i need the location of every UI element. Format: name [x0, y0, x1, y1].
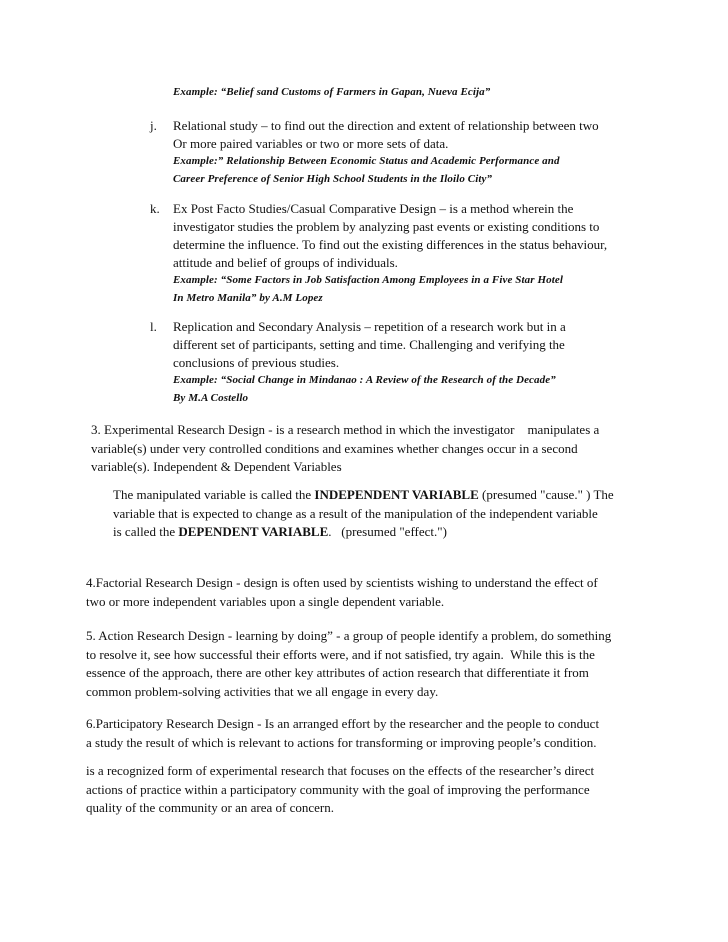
- text-run: is called the: [113, 524, 179, 539]
- list-marker: l.: [150, 319, 157, 334]
- paragraph-line: 4.Factorial Research Design - design is often used by scientists wishing to understand the effect of: [86, 575, 598, 590]
- factorial-design-paragraph: [86, 574, 666, 611]
- paragraph-line: actions of practice within a participatory community with the goal of improving the performance: [86, 781, 590, 797]
- independent-variable-term: INDEPENDENT VARIABLE: [314, 487, 479, 502]
- variables-paragraph: [113, 486, 693, 542]
- top-example: Example: “Belief sand Customs of Farmers in Gapan, Nueva Ecija”: [173, 86, 491, 98]
- paragraph-line: [113, 486, 693, 505]
- item-text-line: Ex Post Facto Studies/Casual Comparative Design – is a method wherein the: [173, 201, 574, 216]
- item-text-line: Replication and Secondary Analysis – repetition of a research work but in a: [173, 319, 566, 334]
- item-example-line: Career Preference of Senior High School Students in the Iloilo City”: [173, 172, 493, 185]
- paragraph-line: 6.Participatory Research Design - Is an arranged effort by the researcher and the people to conduct: [86, 716, 600, 731]
- paragraph-line: a study the result of which is relevant to actions for transforming or improving people’s condition.: [86, 734, 597, 750]
- paragraph-line: 3. Experimental Research Design - is a research method in which the investigator manipulates a: [91, 422, 600, 437]
- experimental-design-paragraph: [91, 421, 671, 477]
- paragraph-line: common problem-solving activities that we all engage in every day.: [86, 683, 439, 699]
- item-example-line: Example: “Some Factors in Job Satisfaction Among Employees in a Five Star Hotel: [173, 274, 564, 286]
- paragraph-line: variable that is expected to change as a result of the manipulation of the independent variable: [113, 505, 598, 521]
- item-text-line: investigator studies the problem by analyzing past events or existing conditions to: [173, 219, 600, 234]
- list-item-k: [150, 200, 650, 307]
- item-text-line: Or more paired variables or two or more sets of data.: [173, 136, 449, 151]
- paragraph-line: variable(s) under very controlled conditions and examines whether changes occur in a second: [91, 440, 578, 456]
- paragraph-line: is a recognized form of experimental research that focuses on the effects of the researcher’s direct: [86, 763, 595, 778]
- item-example-line: Example:” Relationship Between Economic Status and Academic Performance and: [173, 155, 560, 167]
- item-example-line: In Metro Manila” by A.M Lopez: [173, 291, 323, 304]
- action-research-paragraph: [86, 627, 666, 701]
- text-run: (presumed "cause." ) The: [478, 487, 614, 502]
- paragraph-line: 5. Action Research Design - learning by doing” - a group of people identify a problem, do something: [86, 628, 612, 643]
- item-text-line: attitude and belief of groups of individuals.: [173, 255, 398, 270]
- paragraph-line: two or more independent variables upon a single dependent variable.: [86, 593, 445, 609]
- participatory-design-paragraph: [86, 715, 666, 752]
- list-item-j: [150, 117, 650, 188]
- paragraph-line: to resolve it, see how successful their efforts were, and if not satisfied, try again. While this is the: [86, 646, 595, 662]
- paragraph-line: [113, 523, 693, 542]
- paragraph-line: essence of the approach, there are other key attributes of action research that differentiate it from: [86, 665, 589, 680]
- item-text-line: determine the influence. To find out the existing differences in the status behaviour,: [173, 237, 608, 252]
- text-run: The manipulated variable is called the: [113, 487, 315, 502]
- paragraph-line: quality of the community or an area of concern.: [86, 800, 334, 815]
- item-text-line: different set of participants, setting and time. Challenging and verifying the: [173, 337, 565, 352]
- item-text-line: Relational study – to find out the direction and extent of relationship between two: [173, 118, 599, 133]
- dependent-variable-term: DEPENDENT VARIABLE: [178, 524, 329, 539]
- list-marker: j.: [150, 118, 157, 133]
- list-marker: k.: [150, 201, 160, 216]
- paragraph-line: variable(s). Independent & Dependent Variables: [91, 459, 342, 474]
- item-example-line: Example: “Social Change in Mindanao : A Review of the Research of the Decade”: [173, 374, 556, 386]
- list-item-l: [150, 318, 650, 407]
- item-example-line: By M.A Costello: [173, 391, 249, 404]
- text-run: . (presumed "effect."): [328, 524, 447, 539]
- closing-paragraph: [86, 762, 666, 818]
- item-text-line: conclusions of previous studies.: [173, 355, 340, 370]
